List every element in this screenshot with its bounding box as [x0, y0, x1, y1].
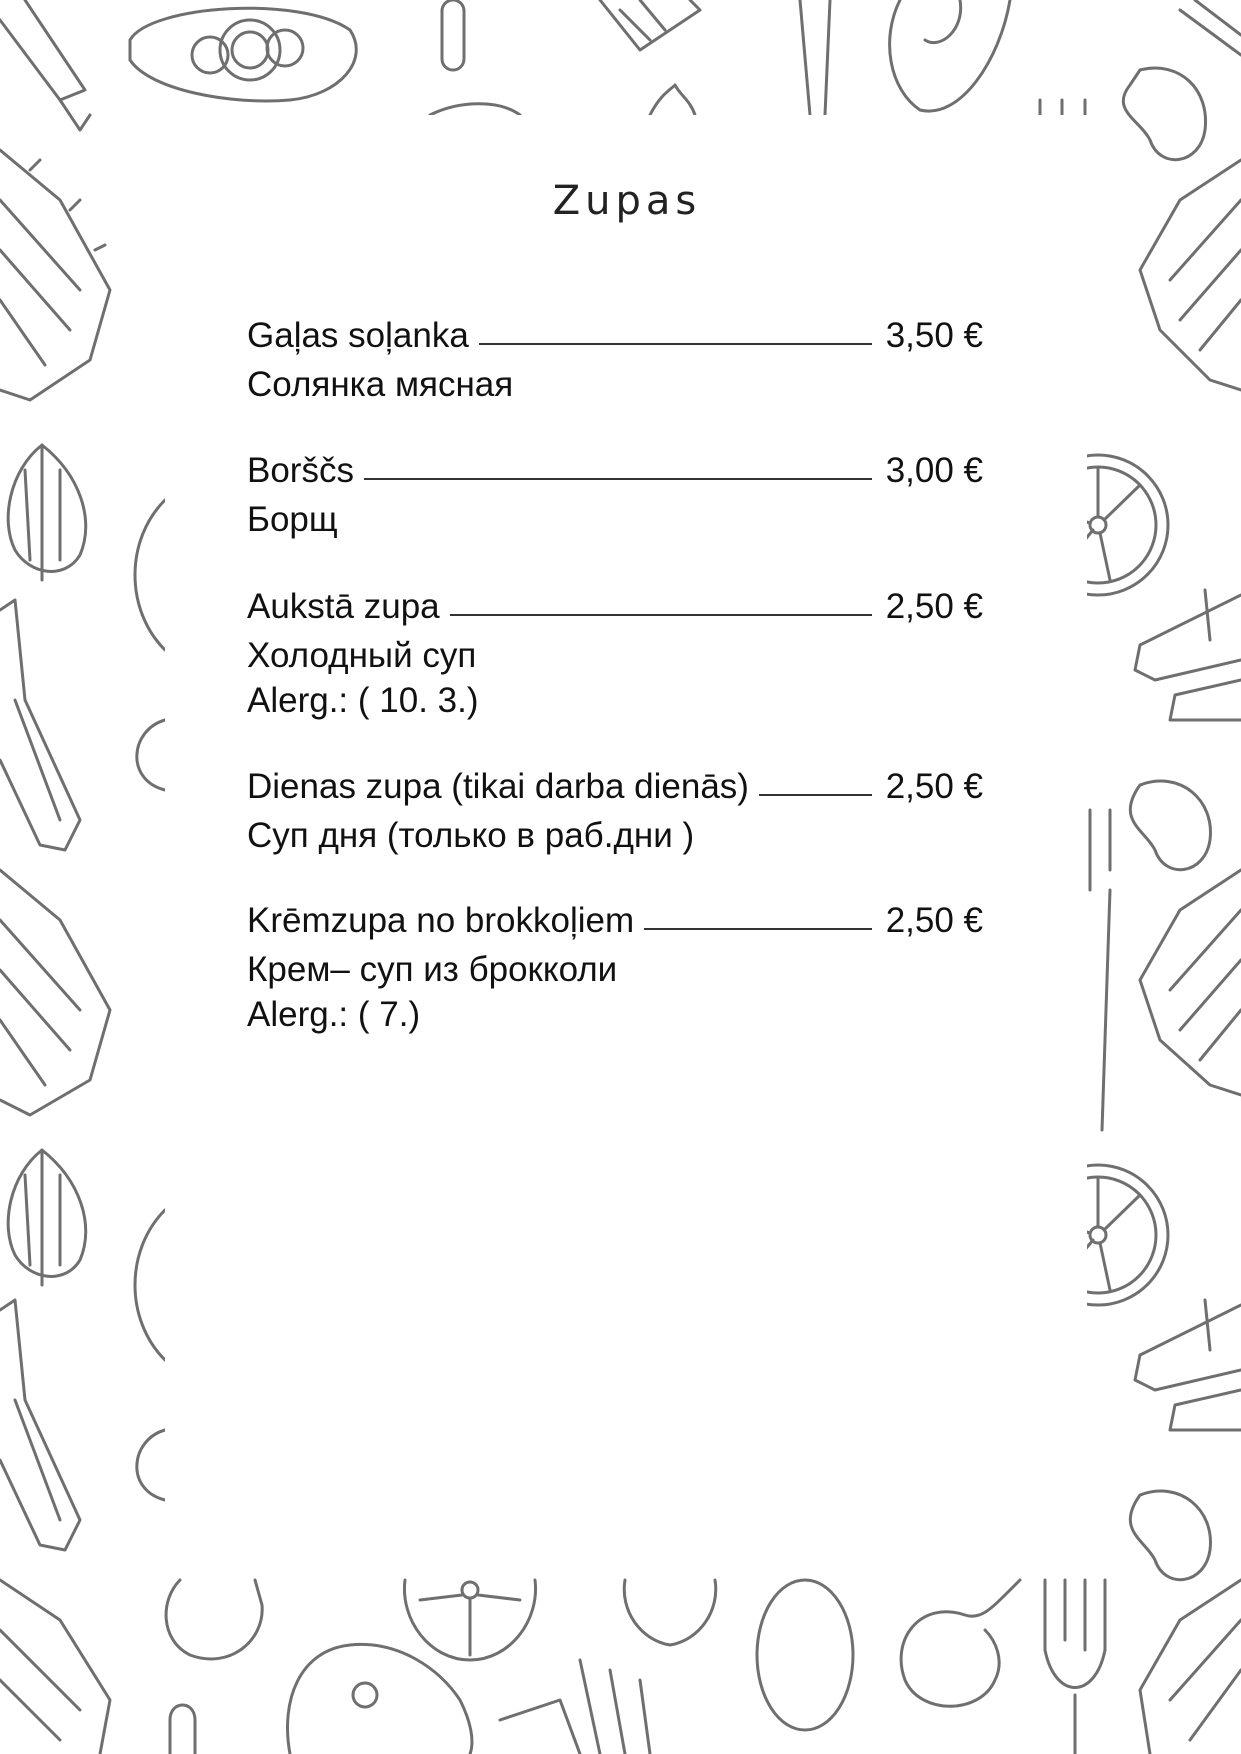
dish-translation: Крем– суп из брокколи: [247, 950, 618, 989]
onion-icon: [624, 1580, 716, 1645]
mushroom-icon: [166, 1580, 262, 1659]
bean-icon: [1123, 68, 1205, 160]
dish-name: Gaļas soļanka: [247, 316, 469, 355]
bean-icon: [1130, 1491, 1210, 1580]
bone-icon: [0, 1300, 80, 1550]
leader-line: [759, 794, 872, 796]
leader-line: [644, 928, 872, 930]
bone-icon: [1135, 590, 1241, 720]
ribs-icon: [0, 870, 110, 1115]
onion-icon: [8, 445, 86, 580]
bone-icon: [500, 1660, 650, 1754]
garlic-icon: [901, 1580, 1020, 1706]
ribs-icon: [1140, 870, 1241, 1095]
dish-price: 2,50 €: [885, 587, 983, 626]
menu-item: [247, 767, 983, 858]
bone-icon: [1135, 1300, 1241, 1430]
bone-icon: [0, 600, 80, 850]
dish-translation: Борщ: [247, 500, 338, 539]
fork-icon: [1090, 810, 1110, 1130]
dish-allergens: Alerg.: ( 7.): [247, 995, 421, 1034]
steak-icon: [288, 1644, 472, 1754]
dish-allergens: Alerg.: ( 10. 3.): [247, 681, 479, 720]
dish-translation: Солянка мясная: [247, 365, 514, 404]
onion-icon: [8, 1150, 86, 1285]
bone-icon: [0, 0, 90, 130]
fork-icon: [442, 0, 464, 70]
dish-name: Borščs: [247, 451, 354, 490]
dish-price: 2,50 €: [885, 767, 983, 806]
bean-icon: [1130, 781, 1210, 870]
menu-item: [247, 316, 983, 407]
steak-icon: [890, 0, 1010, 111]
fork-icon: [800, 0, 830, 115]
menu-title: Zupas: [552, 178, 702, 224]
dish-price: 3,50 €: [885, 316, 983, 355]
fork-icon: [170, 1705, 195, 1754]
dish-name: Krēmzupa no brokkoļiem: [247, 901, 635, 940]
dish-name: Dienas zupa (tikai darba dienās): [247, 767, 749, 806]
ribs-icon: [1140, 1580, 1241, 1754]
menu-item: [247, 901, 983, 1037]
dish-translation: Холодный суп: [247, 636, 477, 675]
menu-item: [247, 587, 983, 723]
lemon-slice-icon: [430, 104, 520, 115]
leader-line: [450, 614, 872, 616]
dish-price: 2,50 €: [885, 901, 983, 940]
dish-price: 3,00 €: [885, 451, 983, 490]
dish-translation: Суп дня (только в раб.дни ): [247, 816, 695, 855]
salmon-steak-icon: [130, 8, 356, 101]
leader-line: [479, 343, 872, 345]
dish-name: Aukstā zupa: [247, 587, 440, 626]
ribs-icon: [0, 1580, 110, 1754]
menu-item: [247, 451, 983, 542]
fork-icon: [1045, 1580, 1105, 1754]
lemon-slice-icon: [404, 1580, 535, 1660]
onion-icon: [650, 85, 695, 115]
mushroom-icon: [135, 500, 165, 1500]
ribs-icon: [600, 0, 700, 50]
bone-icon: [1180, 0, 1241, 55]
leader-line: [364, 478, 872, 480]
bean-icon: [757, 1580, 853, 1730]
